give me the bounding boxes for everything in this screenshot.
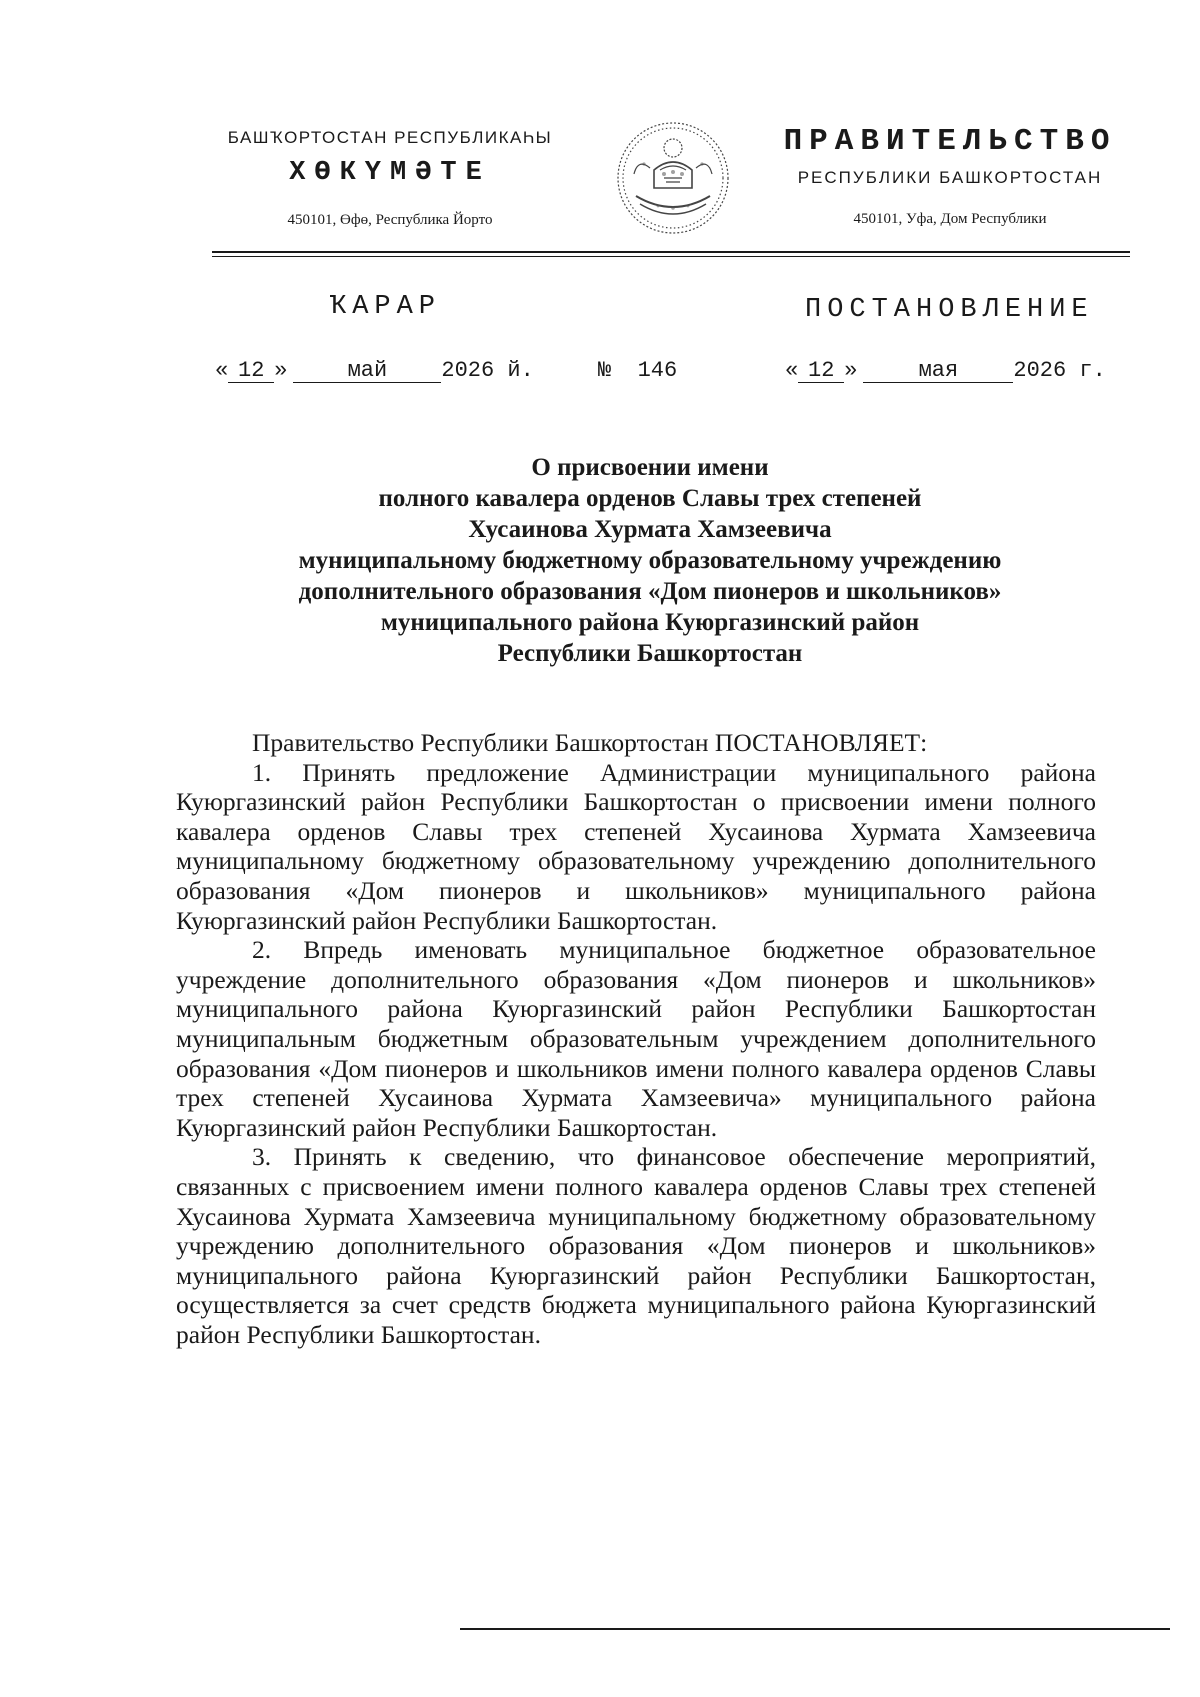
title-line: муниципального района Куюргазинский район (380, 609, 920, 636)
doc-kind-bashkir: ҠАРАР (330, 292, 442, 322)
title-line: полного кавалера орденов Славы трех степеней (378, 485, 922, 512)
title-line: О присвоении имени (531, 454, 769, 481)
resolution-clause-1: 1. Принять предложение Администрации муниципального района Куюргазинский район Республики Башкортостан о присвоении имени полного кавалера орденов Славы трех степеней Хусаинова Хурмата Хамзеевича муниципальному бюджетному образовательному учреждению дополнительного образования «Дом пионеров и школьников» муниципального района Куюргазинский район Республики Башкортостан. (176, 757, 1096, 935)
date-month: мая (863, 360, 1013, 383)
issuer-name-russian: ПРАВИТЕЛЬСТВО (783, 124, 1117, 159)
doc-number-value: 146 (637, 358, 678, 383)
letterhead-left (200, 128, 580, 229)
title-line: Хусаинова Хурмата Хамзеевича (468, 516, 832, 543)
issuer-region-russian: РЕСПУБЛИКИ БАШКОРТОСТАН (797, 168, 1103, 187)
title-line: дополнительного образования «Дом пионеров и школьников» (298, 578, 1002, 605)
issuer-body-bashkir: ХӨКҮМӘТЕ (289, 158, 491, 188)
date-bashkir: « 12 » май 2026 й. (215, 358, 534, 383)
letterhead-divider-thin (212, 256, 1130, 257)
doc-number-label: № (598, 358, 612, 383)
coat-of-arms-icon (614, 118, 732, 238)
footer-divider (460, 1628, 1170, 1630)
doc-number (598, 358, 677, 383)
resolution-clause-2: 2. Впредь именовать муниципальное бюджетное образовательное учреждение дополнительного образования «Дом пионеров и школьников» муниципального района Куюргазинский район Республики Башкортостан муниципальным бюджетным образовательным учреждением дополнительного образования «Дом пионеров и школьников имени полного кавалера орденов Славы трех степеней Хусаинова Хурмата Хамзеевича» муниципального района Куюргазинский район Республики Башкортостан. (176, 935, 1096, 1142)
resolution-clause-3: 3. Принять к сведению, что финансовое обеспечение мероприятий, связанных с присвоением имени полного кавалера орденов Славы трех степеней Хусаинова Хурмата Хамзеевича муниципальному бюджетному образовательному учреждению дополнительного образования «Дом пионеров и школьников» муниципального района Куюргазинский район Республики Башкортостан, осуществляется за счет средств бюджета муниципального района Куюргазинский район Республики Башкортостан. (176, 1142, 1096, 1349)
doc-kind-russian: ПОСТАНОВЛЕНИЕ (805, 295, 1094, 325)
date-year: 2026 г. (1013, 358, 1106, 383)
letterhead-right (775, 124, 1125, 228)
date-year: 2026 й. (441, 358, 534, 383)
document-body (176, 728, 1096, 1349)
issuer-address-bashkir: 450101, Өфө, Республика Йорто (287, 212, 493, 228)
date-month: май (293, 360, 441, 383)
date-day: 12 (228, 360, 274, 383)
title-line: Республики Башкортостан (497, 640, 803, 667)
date-day: 12 (798, 360, 844, 383)
resolution-lead: Правительство Республики Башкортостан ПОСТАНОВЛЯЕТ: (252, 728, 928, 757)
title-line: муниципальному бюджетному образовательному учреждению (298, 547, 1002, 574)
letterhead-divider (212, 251, 1130, 253)
issuer-address-russian: 450101, Уфа, Дом Республики (853, 211, 1047, 227)
date-russian: « 12 » мая 2026 г. (785, 358, 1106, 383)
issuer-name-bashkir: БАШҠОРТОСТАН РЕСПУБЛИКАҺЫ (227, 128, 553, 147)
document-title (190, 452, 1110, 669)
